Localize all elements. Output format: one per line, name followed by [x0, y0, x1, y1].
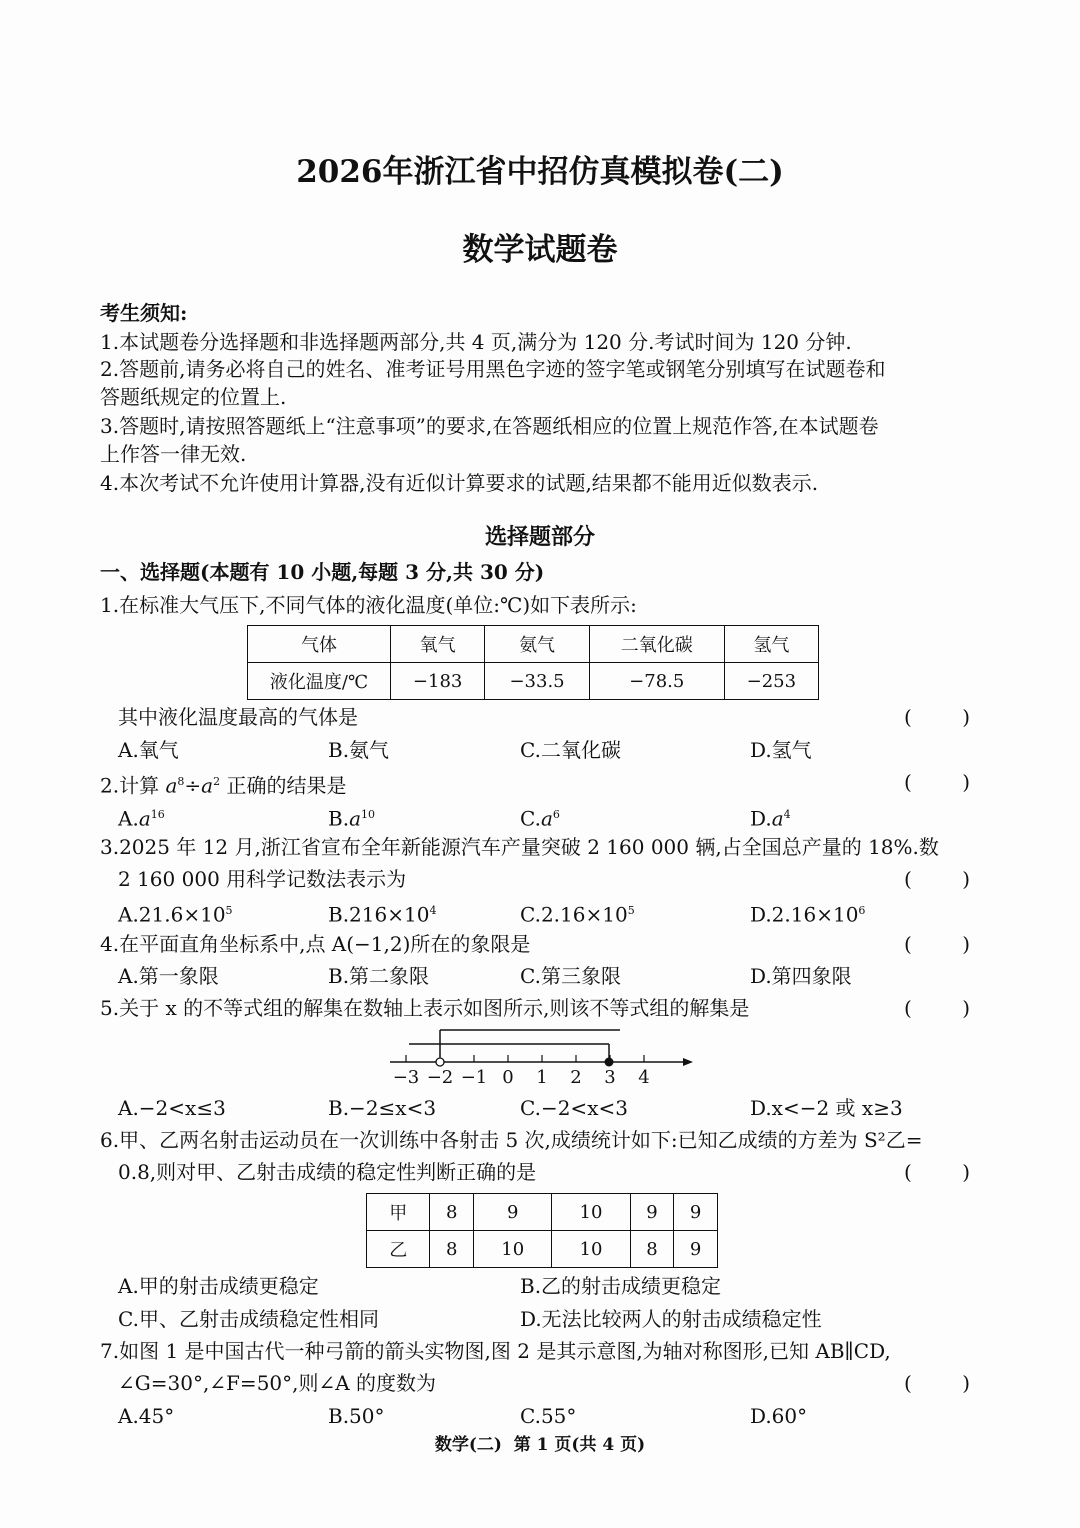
answer-bracket: ( ): [904, 1160, 970, 1184]
table-cell: 9: [630, 1194, 674, 1231]
q6-table: [366, 1193, 718, 1268]
q3-stem-line2: 2 160 000 用科学记数法表示为: [118, 867, 407, 891]
table-cell: 二氧化碳: [589, 626, 724, 663]
notice-line: 2.答题前,请务必将自己的姓名、准考证号用黑色字迹的签字笔或钢笔分别填写在试题卷和: [100, 357, 886, 381]
q7-option-a: A.45°: [118, 1404, 175, 1428]
notice-heading: 考生须知:: [100, 301, 188, 325]
notice-line: 3.答题时,请按照答题纸上“注意事项”的要求,在答题纸相应的位置上规范作答,在本试题卷: [100, 414, 879, 438]
page-footer: 数学(二) 第 1 页(共 4 页): [434, 1435, 646, 1455]
q2-option-c: $C.a^6$: [520, 806, 560, 831]
q4-option-c: C.第三象限: [520, 964, 621, 988]
table-row: [367, 1231, 718, 1268]
notice-line: 4.本次考试不允许使用计算器,没有近似计算要求的试题,结果都不能用近似数表示.: [100, 471, 819, 495]
q5-option-d: D.x<−2 或 x≥3: [750, 1096, 903, 1120]
table-cell: 9: [674, 1194, 718, 1231]
q1-option-d: D.氢气: [750, 738, 812, 762]
table-cell: 10: [552, 1231, 630, 1268]
number-line-figure: [380, 1020, 710, 1070]
answer-bracket: ( ): [904, 867, 970, 891]
q7-option-c: C.55°: [520, 1404, 577, 1428]
answer-bracket: ( ): [904, 1371, 970, 1395]
q6-option-b: B.乙的射击成绩更稳定: [520, 1274, 722, 1298]
q4-option-b: B.第二象限: [328, 964, 430, 988]
q1-table: [247, 625, 819, 700]
q5-option-c: C.−2<x<3: [520, 1096, 628, 1120]
q2-option-a: $A.a^{16}$: [118, 806, 165, 831]
q1-option-b: B.氨气: [328, 738, 390, 762]
table-cell: 10: [552, 1194, 630, 1231]
q1-option-c: C.二氧化碳: [520, 738, 621, 762]
q4-stem: 4.在平面直角坐标系中,点 A(−1,2)所在的象限是: [100, 932, 531, 956]
tick-label: 4: [638, 1067, 650, 1088]
table-cell: 液化温度/℃: [248, 663, 391, 700]
exam-title: 2026年浙江省中招仿真模拟卷(二): [296, 154, 784, 190]
tick-label: −2: [426, 1067, 454, 1088]
q1-ask: 其中液化温度最高的气体是: [118, 705, 358, 729]
table-cell: 8: [430, 1194, 474, 1231]
q6-stem-line2: 0.8,则对甲、乙射击成绩的稳定性判断正确的是: [118, 1160, 537, 1184]
table-row: [367, 1194, 718, 1231]
q7-option-b: B.50°: [328, 1404, 385, 1428]
answer-bracket: ( ): [904, 932, 970, 956]
q3-option-b: $B.216\times 10^4$: [328, 902, 437, 927]
table-cell: 10: [474, 1231, 552, 1268]
q3-option-a: $A.21.6\times 10^5$: [118, 902, 233, 927]
q3-option-d: $D.2.16\times 10^6$: [750, 902, 866, 927]
tick-label: −3: [392, 1067, 420, 1088]
arrow-icon: [683, 1058, 693, 1066]
tick-label: 2: [570, 1067, 582, 1088]
table-cell: −78.5: [589, 663, 724, 700]
q5-option-b: B.−2≤x<3: [328, 1096, 437, 1120]
q5-stem: 5.关于 x 的不等式组的解集在数轴上表示如图所示,则该不等式组的解集是: [100, 996, 750, 1020]
exam-subtitle: 数学试题卷: [462, 232, 618, 268]
table-cell: 9: [674, 1231, 718, 1268]
q1-option-a: A.氧气: [118, 738, 179, 762]
table-cell: 氢气: [724, 626, 818, 663]
tick-label: −1: [460, 1067, 488, 1088]
answer-bracket: ( ): [904, 770, 970, 794]
q7-stem-line1: 7.如图 1 是中国古代一种弓箭的箭头实物图,图 2 是其示意图,为轴对称图形,已知 AB∥CD,: [100, 1339, 891, 1363]
tick-label: 1: [536, 1067, 548, 1088]
q1-stem: 1.在标准大气压下,不同气体的液化温度(单位:℃)如下表所示:: [100, 593, 637, 617]
q7-stem-line2: ∠G=30°,∠F=50°,则∠A 的度数为: [118, 1371, 437, 1395]
table-cell: 氧气: [391, 626, 485, 663]
table-cell: 9: [474, 1194, 552, 1231]
table-cell: −33.5: [485, 663, 590, 700]
part-heading: 一、选择题(本题有 10 小题,每题 3 分,共 30 分): [100, 560, 545, 584]
q3-option-c: $C.2.16\times 10^5$: [520, 902, 635, 927]
notice-line: 答题纸规定的位置上.: [100, 385, 287, 409]
table-row: [248, 626, 819, 663]
table-cell: 8: [630, 1231, 674, 1268]
answer-bracket: ( ): [904, 705, 970, 729]
section-title: 选择题部分: [484, 524, 595, 550]
tick-label: 3: [604, 1067, 616, 1088]
q3-stem-line1: 3.2025 年 12 月,浙江省宣布全年新能源汽车产量突破 2 160 000 辆,占全国总产量的 18%.数: [100, 835, 939, 859]
q6-option-a: A.甲的射击成绩更稳定: [118, 1274, 319, 1298]
table-cell: −183: [391, 663, 485, 700]
q2-stem: 2.计算 $a^8\div a^2$ 正确的结果是: [100, 773, 347, 798]
q5-option-a: A.−2<x≤3: [118, 1096, 226, 1120]
tick-label: 0: [502, 1067, 514, 1088]
table-row: [248, 663, 819, 700]
q4-option-a: A.第一象限: [118, 964, 219, 988]
q6-option-d: D.无法比较两人的射击成绩稳定性: [520, 1307, 822, 1331]
table-cell: 气体: [248, 626, 391, 663]
q2-option-d: $D.a^4$: [750, 806, 791, 831]
table-cell: 氨气: [485, 626, 590, 663]
table-cell: 乙: [367, 1231, 430, 1268]
q6-option-c: C.甲、乙射击成绩稳定性相同: [118, 1307, 379, 1331]
q4-option-d: D.第四象限: [750, 964, 852, 988]
q7-option-d: D.60°: [750, 1404, 808, 1428]
notice-line: 上作答一律无效.: [100, 442, 247, 466]
table-cell: −253: [724, 663, 818, 700]
answer-bracket: ( ): [904, 996, 970, 1020]
table-cell: 8: [430, 1231, 474, 1268]
q2-option-b: $B.a^{10}$: [328, 806, 375, 831]
notice-line: 1.本试题卷分选择题和非选择题两部分,共 4 页,满分为 120 分.考试时间为 120 分钟.: [100, 330, 852, 354]
q6-stem-line1: 6.甲、乙两名射击运动员在一次训练中各射击 5 次,成绩统计如下:已知乙成绩的方差为 S²乙=: [100, 1128, 923, 1152]
table-cell: 甲: [367, 1194, 430, 1231]
